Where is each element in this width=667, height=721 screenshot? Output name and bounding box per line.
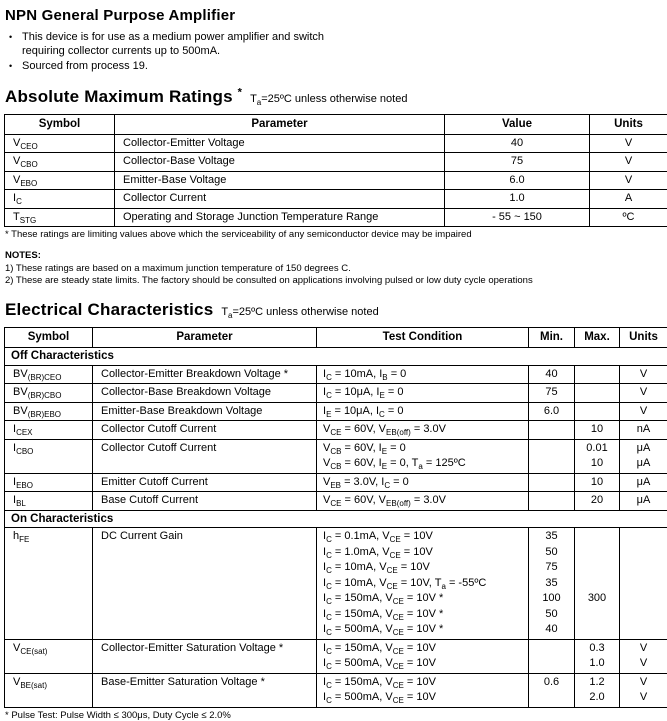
note-item: 2) These are steady state limits. The factory should be consulted on applications involving pulsed or low duty cycle operations xyxy=(5,275,665,287)
units-cell: μA xyxy=(620,473,667,492)
test-condition-cell: $I_C = 0.1mA$, $V_{CE} = 10V$ $I_C = 1.0mA$, $V_{CE} = 10V$ $I_C = 10mA$, $V_{CE} = 10V$ $I_C = 10mA$, $V_{CE} = 10V$, $T_a$ = -55ºC $I_C = 150mA$, $V_{CE} = 10V$ * $I_C = 150mA$, $V_{CE} = 10V$ * $I_C = 500mA$, $V_{CE} = 10V$ * xyxy=(317,528,529,640)
table-row xyxy=(5,208,667,227)
table-row xyxy=(5,134,667,153)
value-cell: 75 xyxy=(445,153,590,172)
symbol-cell: $BV_{(BR)CBO}$ xyxy=(5,384,93,403)
table-row xyxy=(5,439,667,473)
table-row xyxy=(5,190,667,209)
test-condition-cell: $I_C = 150mA$, $V_{CE} = 10V$ $I_C = 500mA$, $V_{CE} = 10V$ xyxy=(317,673,529,707)
test-condition-cell: $V_{EB} = 3.0V$, $I_C = 0$ xyxy=(317,473,529,492)
value-cell: 40 xyxy=(445,134,590,153)
symbol-cell: $I_C$ xyxy=(5,190,115,209)
symbol-cell: $V_{BE(sat)}$ xyxy=(5,673,93,707)
min-cell: 75 xyxy=(529,384,575,403)
max-cell: 0.01 10 xyxy=(575,439,620,473)
units-cell: V xyxy=(620,365,667,384)
section-row-on-characteristics xyxy=(5,510,667,528)
table-row xyxy=(5,492,667,511)
bullet-icon: • xyxy=(9,31,22,58)
symbol-cell: $T_{STG}$ xyxy=(5,208,115,227)
table-row xyxy=(5,402,667,421)
units-cell: A xyxy=(590,190,667,209)
max-cell xyxy=(575,365,620,384)
units-cell: ºC xyxy=(590,208,667,227)
test-condition-cell: $I_E = 10\mu A$, $I_C = 0$ xyxy=(317,402,529,421)
header-cell-symbol: Symbol xyxy=(5,328,93,348)
units-cell xyxy=(620,528,667,640)
table-header-row xyxy=(5,114,667,134)
bullet-text: This device is for use as a medium power amplifier and switch requiring collector currents up to 500mA. xyxy=(22,31,324,58)
bullet-item xyxy=(9,60,665,74)
table-row xyxy=(5,153,667,172)
symbol-cell: $V_{CE(sat)}$ xyxy=(5,639,93,673)
header-cell-units: Units xyxy=(590,114,667,134)
units-cell: V V xyxy=(620,673,667,707)
symbol-cell: $V_{EBO}$ xyxy=(5,171,115,190)
parameter-cell: Collector-Base Breakdown Voltage xyxy=(93,384,317,403)
table-row xyxy=(5,639,667,673)
min-cell xyxy=(529,439,575,473)
table-row xyxy=(5,384,667,403)
min-cell: 0.6 xyxy=(529,673,575,707)
note-item: 1) These ratings are based on a maximum junction temperature of 150 degrees C. xyxy=(5,263,665,275)
notes-label: NOTES: xyxy=(5,250,665,262)
max-cell: 0.3 1.0 xyxy=(575,639,620,673)
feature-bullets xyxy=(9,31,665,74)
max-cell: 1.2 2.0 xyxy=(575,673,620,707)
ec-heading-title: Electrical Characteristics xyxy=(5,300,213,319)
units-cell: V xyxy=(620,384,667,403)
table-row xyxy=(5,673,667,707)
header-cell-value: Value xyxy=(445,114,590,134)
symbol-cell: $BV_{(BR)CEO}$ xyxy=(5,365,93,384)
header-cell-units: Units xyxy=(620,328,667,348)
units-cell: V V xyxy=(620,639,667,673)
section-label: On Characteristics xyxy=(5,510,667,528)
amr-heading-note: $T_a=25ºC$ unless otherwise noted xyxy=(250,93,407,105)
table-header-row xyxy=(5,328,667,348)
parameter-cell: Collector-Emitter Saturation Voltage * xyxy=(93,639,317,673)
header-cell-parameter: Parameter xyxy=(93,328,317,348)
table-row xyxy=(5,171,667,190)
units-cell: nA xyxy=(620,421,667,440)
symbol-cell: $I_{BL}$ xyxy=(5,492,93,511)
electrical-characteristics-table xyxy=(4,327,667,708)
symbol-cell: $I_{CBO}$ xyxy=(5,439,93,473)
max-cell: 10 xyxy=(575,421,620,440)
max-cell xyxy=(575,402,620,421)
header-cell-symbol: Symbol xyxy=(5,114,115,134)
bullet-text: Sourced from process 19. xyxy=(22,60,148,74)
test-condition-cell: $I_C = 150mA$, $V_{CE} = 10V$ $I_C = 500mA$, $V_{CE} = 10V$ xyxy=(317,639,529,673)
parameter-cell: Base Cutoff Current xyxy=(93,492,317,511)
symbol-cell: $h_{FE}$ xyxy=(5,528,93,640)
parameter-cell: Operating and Storage Junction Temperature Range xyxy=(115,208,445,227)
ec-heading xyxy=(5,300,665,320)
min-cell: 6.0 xyxy=(529,402,575,421)
min-cell xyxy=(529,492,575,511)
max-cell: 10 xyxy=(575,473,620,492)
min-cell xyxy=(529,639,575,673)
min-cell: 35 50 75 35 100 50 40 xyxy=(529,528,575,640)
units-cell: V xyxy=(620,402,667,421)
table-row xyxy=(5,365,667,384)
value-cell: 1.0 xyxy=(445,190,590,209)
units-cell: μA xyxy=(620,492,667,511)
bullet-item xyxy=(9,31,665,58)
parameter-cell: DC Current Gain xyxy=(93,528,317,640)
test-condition-cell: $I_C = 10\mu A$, $I_E = 0$ xyxy=(317,384,529,403)
max-cell xyxy=(575,384,620,403)
value-cell: - 55 ~ 150 xyxy=(445,208,590,227)
parameter-cell: Collector Cutoff Current xyxy=(93,439,317,473)
parameter-cell: Emitter-Base Voltage xyxy=(115,171,445,190)
min-cell: 40 xyxy=(529,365,575,384)
parameter-cell: Collector-Emitter Breakdown Voltage * xyxy=(93,365,317,384)
min-cell xyxy=(529,473,575,492)
parameter-cell: Collector-Emitter Voltage xyxy=(115,134,445,153)
parameter-cell: Emitter-Base Breakdown Voltage xyxy=(93,402,317,421)
parameter-cell: Collector Cutoff Current xyxy=(93,421,317,440)
header-cell-max: Max. xyxy=(575,328,620,348)
units-cell: V xyxy=(590,153,667,172)
min-cell xyxy=(529,421,575,440)
page-title: NPN General Purpose Amplifier xyxy=(5,7,665,24)
test-condition-cell: $I_C = 10mA$, $I_B = 0$ xyxy=(317,365,529,384)
symbol-cell: $V_{CEO}$ xyxy=(5,134,115,153)
header-cell-min: Min. xyxy=(529,328,575,348)
header-cell-test-condition: Test Condition xyxy=(317,328,529,348)
amr-heading-title: Absolute Maximum Ratings * xyxy=(5,87,242,106)
amr-heading xyxy=(5,87,665,107)
symbol-cell: $BV_{(BR)EBO}$ xyxy=(5,402,93,421)
test-condition-cell: $V_{CE} = 60V$, $V_{EB(off)} = 3.0V$ xyxy=(317,421,529,440)
absolute-maximum-ratings-table xyxy=(4,114,667,228)
max-cell: 300 xyxy=(575,528,620,640)
ec-footnote: * Pulse Test: Pulse Width ≤ 300μs, Duty Cycle ≤ 2.0% xyxy=(5,710,665,721)
header-cell-parameter: Parameter xyxy=(115,114,445,134)
ec-heading-note: $T_a=25ºC$ unless otherwise noted xyxy=(221,306,378,318)
notes-block xyxy=(5,250,665,287)
max-cell: 20 xyxy=(575,492,620,511)
section-label: Off Characteristics xyxy=(5,348,667,366)
symbol-cell: $I_{EBO}$ xyxy=(5,473,93,492)
amr-footnote: * These ratings are limiting values above which the serviceability of any semiconductor device may be impaired xyxy=(5,229,665,240)
table-row xyxy=(5,421,667,440)
section-row-off-characteristics xyxy=(5,348,667,366)
units-cell: V xyxy=(590,134,667,153)
symbol-cell: $V_{CBO}$ xyxy=(5,153,115,172)
parameter-cell: Base-Emitter Saturation Voltage * xyxy=(93,673,317,707)
symbol-cell: $I_{CEX}$ xyxy=(5,421,93,440)
parameter-cell: Collector Current xyxy=(115,190,445,209)
units-cell: V xyxy=(590,171,667,190)
table-row xyxy=(5,528,667,640)
parameter-cell: Emitter Cutoff Current xyxy=(93,473,317,492)
test-condition-cell: $V_{CE} = 60V$, $V_{EB(off)} = 3.0V$ xyxy=(317,492,529,511)
table-row xyxy=(5,473,667,492)
units-cell: μA μA xyxy=(620,439,667,473)
bullet-icon: • xyxy=(9,60,22,74)
value-cell: 6.0 xyxy=(445,171,590,190)
test-condition-cell: $V_{CB} = 60V$, $I_E = 0$ $V_{CB} = 60V$, $I_E = 0$, $T_a$ = 125ºC xyxy=(317,439,529,473)
parameter-cell: Collector-Base Voltage xyxy=(115,153,445,172)
